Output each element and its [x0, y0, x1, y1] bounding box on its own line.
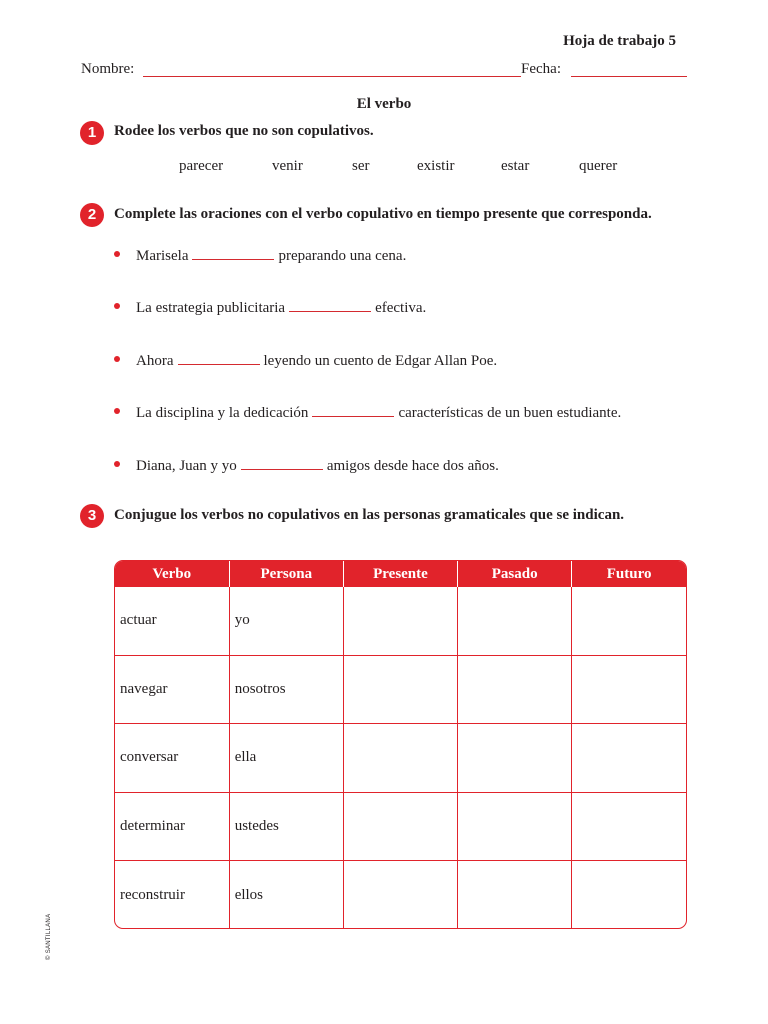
table-row [115, 655, 686, 723]
table-row [115, 724, 686, 792]
verb-option[interactable]: existir [417, 158, 455, 174]
column-header: Verbo [115, 561, 229, 587]
future-answer-cell[interactable] [572, 587, 686, 655]
exercise-number-2: 2 [80, 203, 104, 227]
sentence-end: características de un buen estudiante. [398, 405, 622, 421]
bullet-icon [114, 356, 120, 362]
answer-blank[interactable] [192, 259, 274, 260]
sentence-item [114, 458, 499, 475]
verb-cell: actuar [115, 587, 229, 655]
verb-cell: navegar [115, 655, 229, 723]
exercise-3-instruction: Conjugue los verbos no copulativos en las personas gramaticales que se indican. [114, 507, 625, 523]
sentence-item [114, 300, 426, 317]
sentence-end: leyendo un cuento de Edgar Allan Poe. [263, 353, 498, 369]
exercise-1-instruction: Rodee los verbos que no son copulativos. [114, 123, 374, 139]
copyright-notice: © SANTILLANA [46, 913, 52, 960]
topic-title: El verbo [356, 96, 412, 112]
verb-option[interactable]: querer [579, 158, 618, 174]
verb-option[interactable]: parecer [179, 158, 224, 174]
sentence-item [114, 405, 621, 422]
sentence-start: Ahora [136, 353, 174, 369]
person-cell: ella [229, 724, 343, 792]
past-answer-cell[interactable] [458, 792, 572, 860]
exercise-2-instruction: Complete las oraciones con el verbo copulativo en tiempo presente que corresponda. [114, 206, 652, 222]
answer-blank[interactable] [178, 364, 260, 365]
sentence-start: Marisela [136, 248, 189, 264]
sentence-end: efectiva. [375, 300, 427, 316]
sentence-end: amigos desde hace dos años. [326, 458, 499, 474]
person-cell: ellos [229, 861, 343, 929]
column-header: Futuro [572, 561, 686, 587]
present-answer-cell[interactable] [343, 724, 457, 792]
bullet-icon [114, 251, 120, 257]
present-answer-cell[interactable] [343, 587, 457, 655]
future-answer-cell[interactable] [572, 792, 686, 860]
sentence-item [114, 353, 497, 370]
past-answer-cell[interactable] [458, 861, 572, 929]
present-answer-cell[interactable] [343, 792, 457, 860]
verb-cell: determinar [115, 792, 229, 860]
answer-blank[interactable] [241, 469, 323, 470]
past-answer-cell[interactable] [458, 724, 572, 792]
date-field-line[interactable] [571, 76, 687, 77]
conjugation-table [114, 560, 687, 929]
exercise-number-3: 3 [80, 504, 104, 528]
future-answer-cell[interactable] [572, 724, 686, 792]
verb-option[interactable]: venir [272, 158, 303, 174]
column-header: Pasado [458, 561, 572, 587]
column-header: Persona [229, 561, 343, 587]
name-field-line[interactable] [143, 76, 521, 77]
sentence-start: Diana, Juan y yo [136, 458, 237, 474]
verb-option[interactable]: estar [501, 158, 530, 174]
verb-option[interactable]: ser [352, 158, 370, 174]
bullet-icon [114, 461, 120, 467]
table-row [115, 587, 686, 655]
bullet-icon [114, 303, 120, 309]
person-cell: yo [229, 587, 343, 655]
bullet-icon [114, 408, 120, 414]
present-answer-cell[interactable] [343, 655, 457, 723]
present-answer-cell[interactable] [343, 861, 457, 929]
future-answer-cell[interactable] [572, 655, 686, 723]
past-answer-cell[interactable] [458, 587, 572, 655]
sentence-item [114, 248, 406, 265]
name-date-row [81, 61, 687, 81]
verb-cell: conversar [115, 724, 229, 792]
answer-blank[interactable] [289, 311, 371, 312]
exercise-number-1: 1 [80, 121, 104, 145]
past-answer-cell[interactable] [458, 655, 572, 723]
sentence-start: La estrategia publicitaria [136, 300, 286, 316]
answer-blank[interactable] [312, 416, 394, 417]
verb-cell: reconstruir [115, 861, 229, 929]
column-header: Presente [343, 561, 457, 587]
future-answer-cell[interactable] [572, 861, 686, 929]
sheet-title: Hoja de trabajo 5 [563, 33, 676, 49]
name-label: Nombre: [81, 61, 135, 77]
person-cell: nosotros [229, 655, 343, 723]
person-cell: ustedes [229, 792, 343, 860]
sentence-start: La disciplina y la dedicación [136, 405, 309, 421]
table-row [115, 792, 686, 860]
table-header-row [115, 561, 686, 587]
date-label: Fecha: [521, 61, 561, 77]
table-row [115, 861, 686, 929]
sentence-end: preparando una cena. [278, 248, 407, 264]
